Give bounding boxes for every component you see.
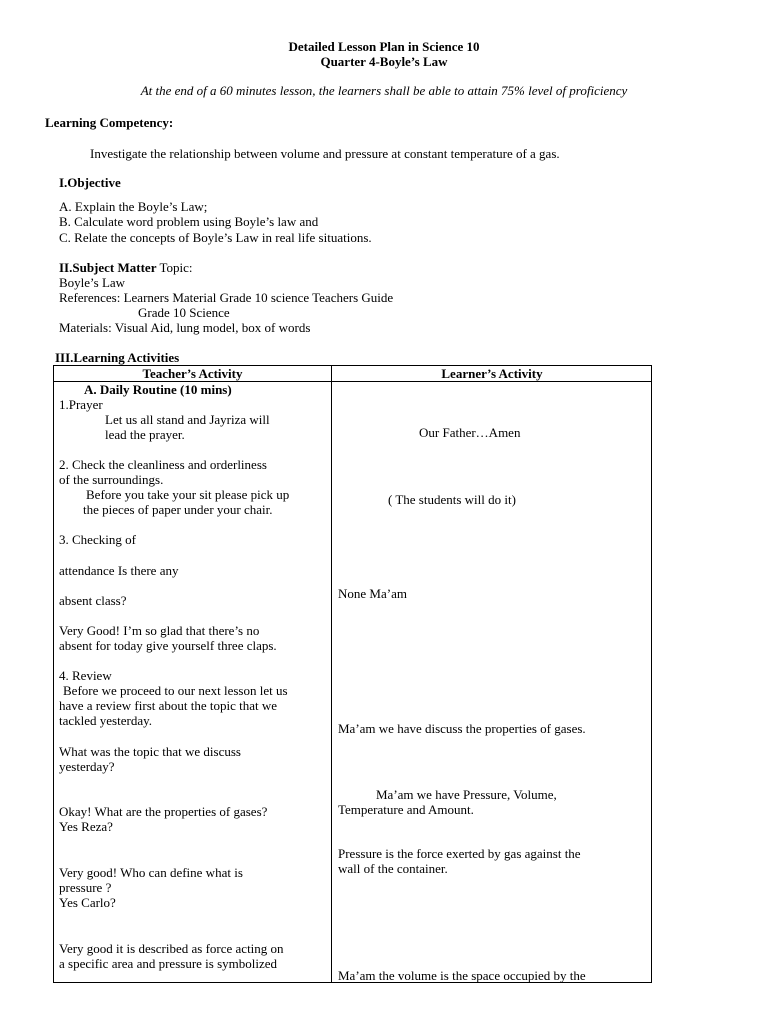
learner-line: Our Father…Amen	[419, 425, 521, 440]
teacher-line: absent class?	[59, 593, 127, 608]
teacher-line: 1.Prayer	[59, 397, 103, 412]
competency-text: Investigate the relationship between volume and pressure at constant temperature of a gas.	[90, 146, 560, 161]
subject-heading: II.Subject Matter	[59, 260, 157, 275]
teacher-line: What was the topic that we discuss	[59, 744, 241, 759]
teacher-line: of the surroundings.	[59, 472, 164, 487]
objective-item: C. Relate the concepts of Boyle’s Law in real life situations.	[59, 230, 372, 245]
learner-line: wall of the container.	[338, 861, 448, 876]
teacher-line: Very Good! I’m so glad that there’s no	[59, 623, 260, 638]
learner-line: Ma’am the volume is the space occupied by the	[338, 968, 586, 983]
materials: Materials: Visual Aid, lung model, box of words	[59, 320, 311, 335]
objective-item: A. Explain the Boyle’s Law;	[59, 199, 208, 214]
objective-item: B. Calculate word problem using Boyle’s law and	[59, 214, 319, 229]
teacher-line: Before you take your sit please pick up	[86, 487, 290, 502]
learner-column-header: Learner’s Activity	[441, 366, 543, 381]
subject-heading-line	[59, 260, 193, 275]
topic-value: Boyle’s Law	[59, 275, 126, 290]
competency-heading: Learning Competency:	[45, 115, 174, 130]
teacher-line: 3. Checking of	[59, 532, 136, 547]
teacher-line: pressure ?	[59, 880, 112, 895]
teacher-line: Very good it is described as force acting on	[59, 941, 284, 956]
document-subtitle: Quarter 4-Boyle’s Law	[320, 54, 448, 69]
learner-line: Ma’am we have discuss the properties of gases.	[338, 721, 586, 736]
teacher-line: have a review first about the topic that we	[59, 698, 278, 713]
teacher-line: Yes Reza?	[59, 819, 113, 834]
teacher-line: Before we proceed to our next lesson let us	[63, 683, 288, 698]
references: References: Learners Material Grade 10 science Teachers Guide	[59, 290, 394, 305]
teacher-line: yesterday?	[59, 759, 115, 774]
activities-heading: III.Learning Activities	[55, 350, 180, 365]
teacher-line: Yes Carlo?	[59, 895, 116, 910]
teacher-column-header: Teacher’s Activity	[142, 366, 243, 381]
teacher-line: Very good! Who can define what is	[59, 865, 243, 880]
references-continued: Grade 10 Science	[138, 305, 230, 320]
teacher-line: lead the prayer.	[105, 427, 185, 442]
column-divider	[331, 366, 332, 982]
learner-line: Ma’am we have Pressure, Volume,	[376, 787, 557, 802]
teacher-line: absent for today give yourself three claps.	[59, 638, 277, 653]
learner-line: ( The students will do it)	[388, 492, 516, 507]
teacher-line: a specific area and pressure is symbolized	[59, 956, 278, 971]
teacher-line: Okay! What are the properties of gases?	[59, 804, 268, 819]
teacher-line: attendance Is there any	[59, 563, 179, 578]
learner-line: Temperature and Amount.	[338, 802, 474, 817]
teacher-line: 2. Check the cleanliness and orderliness	[59, 457, 267, 472]
teacher-line: the pieces of paper under your chair.	[83, 502, 273, 517]
learner-line: Pressure is the force exerted by gas against the	[338, 846, 581, 861]
daily-routine-heading: A. Daily Routine (10 mins)	[84, 382, 232, 397]
topic-label: Topic:	[156, 260, 193, 275]
teacher-line: 4. Review	[59, 668, 112, 683]
objective-heading: I.Objective	[59, 175, 121, 190]
activities-table	[53, 365, 652, 983]
document-title: Detailed Lesson Plan in Science 10	[288, 39, 480, 54]
teacher-line: tackled yesterday.	[59, 713, 152, 728]
lesson-goal: At the end of a 60 minutes lesson, the learners shall be able to attain 75% level of proficiency	[140, 83, 628, 98]
teacher-line: Let us all stand and Jayriza will	[105, 412, 270, 427]
learner-line: None Ma’am	[338, 586, 407, 601]
